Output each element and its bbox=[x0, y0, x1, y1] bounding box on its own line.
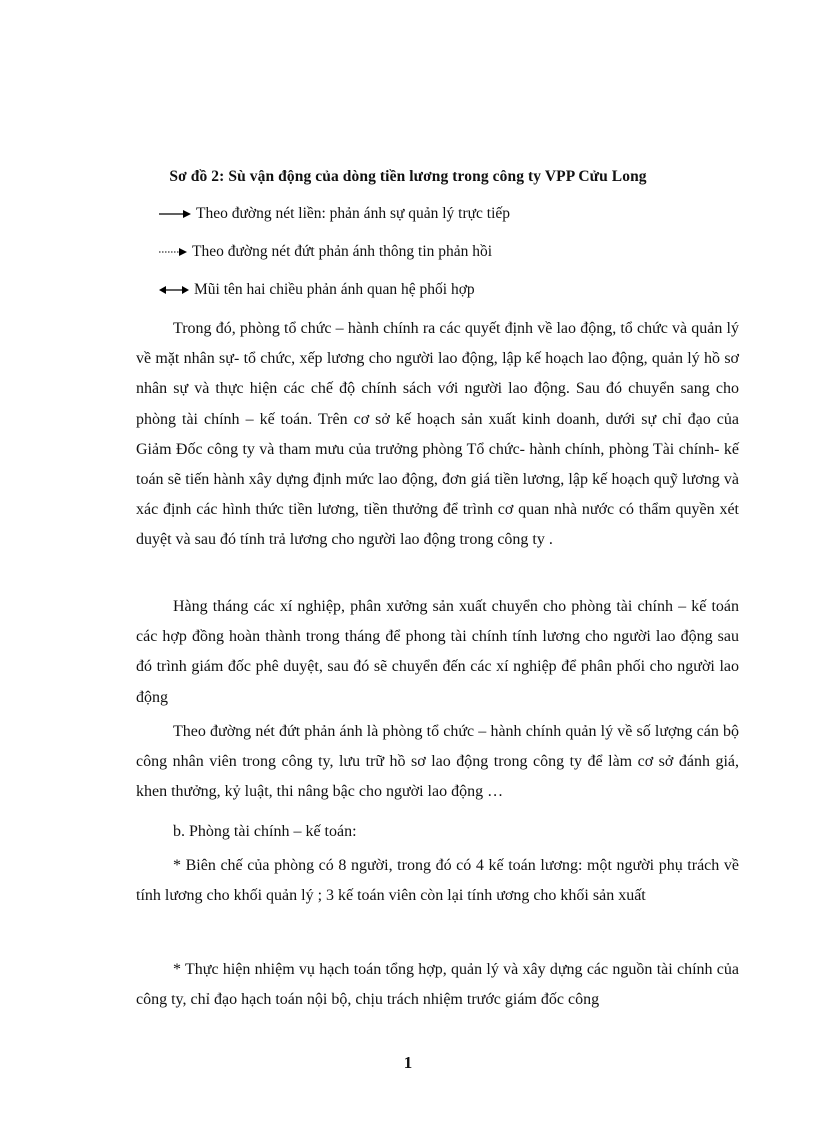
page-number: 1 bbox=[403, 1053, 413, 1072]
paragraph-1: Trong đó, phòng tổ chức – hành chính ra các quyết định về lao động, tổ chức và quản lý về mặt nhân sự- tổ chức, xếp lương cho người lao động, lập kế hoạch lao động, quản lý hồ sơ nhân sự và thực hiện các chế độ chính sách với người lao động. Sau đó chuyển sang cho phòng tài chính – kế toán. Trên cơ sở kế hoạch sản xuất kinh doanh, dưới sự chỉ đạo của Giảm Đốc công ty và tham mưu của trưởng phòng Tổ chức- hành chính, phòng Tài chính- kế toán sẽ tiến hành xây dựng định mức lao động, đơn giá tiền lương, lập kế hoạch quỹ lương và xác định các hình thức tiền lương, tiền thưởng để trình cơ quan nhà nước có thẩm quyền xét duyệt và sau đó tính trả lương cho người lao động trong công ty . bbox=[136, 320, 739, 549]
section-heading: b. Phòng tài chính – kế toán: bbox=[173, 823, 357, 840]
legend-dotted-line bbox=[158, 243, 492, 261]
dotted-arrow-icon bbox=[158, 246, 188, 258]
legend-dotted-text: Theo đường nét đứt phản ánh thông tin phản hồi bbox=[192, 243, 493, 260]
paragraph-3: Theo đường nét đứt phản ánh là phòng tổ chức – hành chính quản lý về số lượng cán bộ công nhân viên trong công ty, lưu trữ hồ sơ lao động trong công ty để làm cơ sở đánh giá, khen thưởng, kỷ luật, thi nâng bậc cho người lao động … bbox=[136, 723, 739, 801]
diagram-title: Sơ đồ 2: Sù vận động của dòng tiền lương trong công ty VPP Cửu Long bbox=[169, 168, 647, 185]
solid-arrow-icon bbox=[158, 208, 192, 220]
double-arrow-icon bbox=[158, 284, 190, 296]
paragraph-6: * Thực hiện nhiệm vụ hạch toán tổng hợp, quản lý và xây dựng các nguồn tài chính của công ty, chỉ đạo hạch toán nội bộ, chịu trách nhiệm trước giám đốc công bbox=[136, 961, 739, 1009]
legend-solid-text: Theo đường nét liền: phản ánh sự quản lý trực tiếp bbox=[196, 205, 511, 222]
legend-double-arrow bbox=[158, 281, 475, 299]
paragraph-5: * Biên chế của phòng có 8 người, trong đó có 4 kế toán lương: một người phụ trách về tính lương cho khối quản lý ; 3 kế toán viên còn lại tính ương cho khối sản xuất bbox=[136, 857, 739, 905]
legend-double-text: Mũi tên hai chiều phản ánh quan hệ phối hợp bbox=[194, 281, 475, 298]
paragraph-2: Hàng tháng các xí nghiệp, phân xưởng sản xuất chuyển cho phòng tài chính – kế toán các hợp đồng hoàn thành trong tháng để phong tài chính tính lương cho người lao động sau đó trình giám đốc phê duyệt, sau đó sẽ chuyển đến các xí nghiệp để phân phối cho người lao động bbox=[136, 598, 739, 706]
legend-solid-line bbox=[158, 205, 510, 223]
